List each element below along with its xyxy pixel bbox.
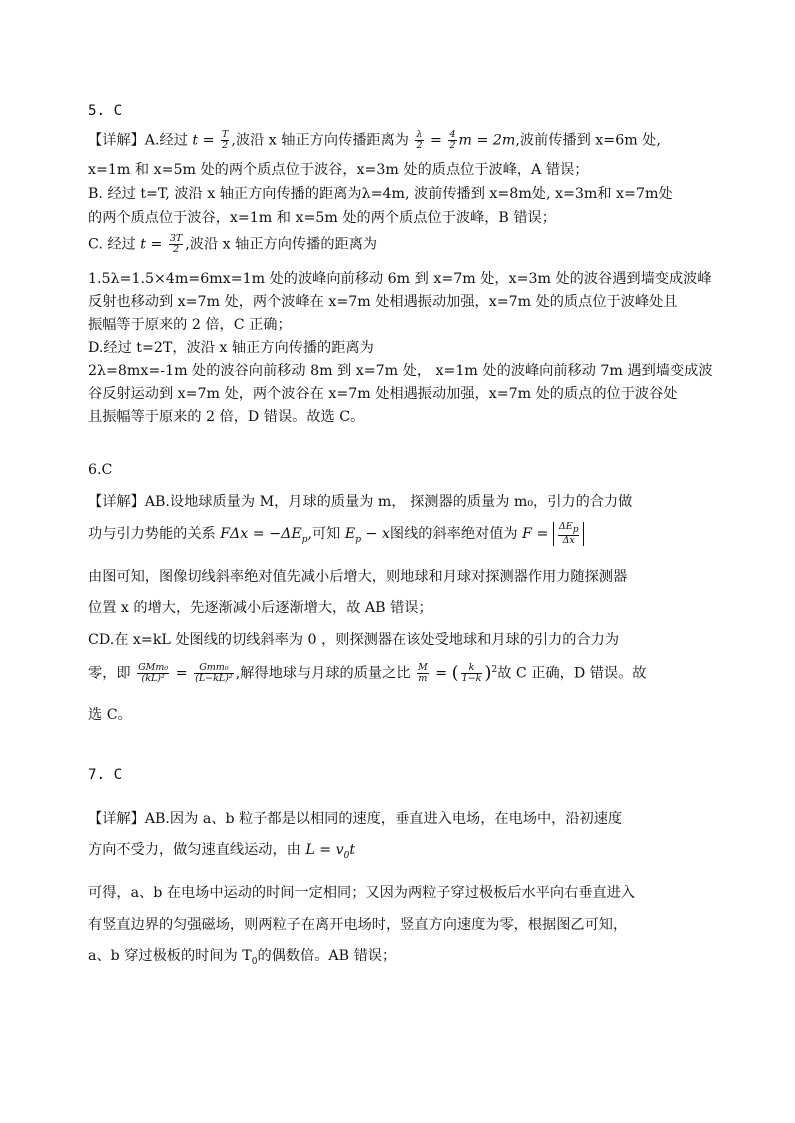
q5-number: 5. C (88, 103, 123, 119)
q5-line-6: 1.5λ=1.5×4m=6mx=1m 处的波峰向前移动 6m 到 x=7m 处，x=3m 处的波谷遇到墙变成波峰 (88, 271, 712, 287)
q7-line-1: 【详解】AB.因为 a、b 粒子都是以相同的速度，垂直进入电场，在电场中，沿初速度 (88, 811, 623, 827)
q5-line-8: 振幅等于原来的 2 倍，C 正确； (88, 317, 292, 333)
q5-line-2: x=1m 和 x=5m 处的两个质点位于波谷，x=3m 处的质点位于波峰，A 错误； (88, 162, 589, 178)
q6-line-1: 【详解】AB.设地球质量为 M，月球的质量为 m， 探测器的质量为 m₀，引力的合力做 (88, 494, 633, 510)
q6-line-6: 零，即 $\frac{\text{GMm₀}}{\text{(kL)²}}$ = $\frac{\text{Gmm₀}}{\text{(L−kL)²}}$ ,解得地球与月球的质量之比 $\frac{M}{m}$ = ( $\frac{k}{1-k}$ )$^2$故 C 正确，D 错误。故 (88, 662, 647, 685)
q5-line-10: 2λ=8mx=-1m 处的波谷向前移动 8m 到 x=7m 处， x=1m 处的波峰向前移动 7m 遇到墙变成波 (88, 363, 713, 379)
q6-line-2: 功与引力势能的关系 $F\Delta x = -\Delta E_p$,可知 $E_p - x$图线的斜率绝对值为 F = $\frac{\Delta E_p}{\Delta x}$ (88, 522, 584, 550)
q5-line-7: 反射也移动到 x=7m 处，两个波峰在 x=7m 处相遇振动加强，x=7m 处的质点位于波峰处且 (88, 294, 678, 310)
q5-line-9: D.经过 t=2T，波沿 x 轴正方向传播的距离为 (88, 340, 374, 356)
q5-line-1: 【详解】A.经过 t = $\frac{T}{2}$ ,波沿 x 轴正方向传播距离为 $\frac{\lambda}{2}$ = $\frac{4}{2}$ m = 2m,波前传播到 x=6m 处, (88, 129, 661, 151)
q7-line-4: 有竖直边界的匀强磁场，则两粒子在离开电场时，竖直方向速度为零，根据图乙可知， (88, 917, 628, 933)
q6-line-4: 位置 x 的增大，先逐渐减小后逐渐增大，故 AB 错误； (88, 600, 433, 616)
q5-line-12: 且振幅等于原来的 2 倍，D 错误。故选 C。 (88, 409, 365, 425)
q6-line-7: 选 C。 (88, 707, 132, 723)
q6-line-3: 由图可知，图像切线斜率绝对值先减小后增大，则地球和月球对探测器作用力随探测器 (88, 569, 628, 585)
q5-line-4: 的两个质点位于波谷，x=1m 和 x=5m 处的两个质点位于波峰，B 错误； (88, 210, 556, 226)
q5-line-5: C. 经过 t = $\frac{3T}{2}$ ,波沿 x 轴正方向传播的距离为 (88, 233, 378, 255)
q5-line-3: B. 经过 t=T, 波沿 x 轴正方向传播的距离为λ=4m, 波前传播到 x=8m处, x=3m和 x=7m处 (88, 186, 673, 202)
q6-line-5: CD.在 x=kL 处图线的切线斜率为 0 ，则探测器在该处受地球和月球的引力的合力为 (88, 632, 620, 648)
q5-line-11: 谷反射运动到 x=7m 处，两个波谷在 x=7m 处相遇振动加强，x=7m 处的质点的位于波谷处 (88, 386, 678, 402)
q7-line-5: a、b 穿过极板的时间为 $T_0$的偶数倍。AB 错误； (88, 948, 397, 967)
q7-line-3: 可得，a、b 在电场中运动的时间一定相同；又因为两粒子穿过极板后水平向右垂直进入 (88, 885, 635, 901)
q7-line-2: 方向不受力，做匀速直线运动，由 $L = v_0t$ (88, 842, 356, 861)
q7-number: 7. C (88, 767, 123, 783)
q6-number: 6.C (88, 462, 113, 478)
